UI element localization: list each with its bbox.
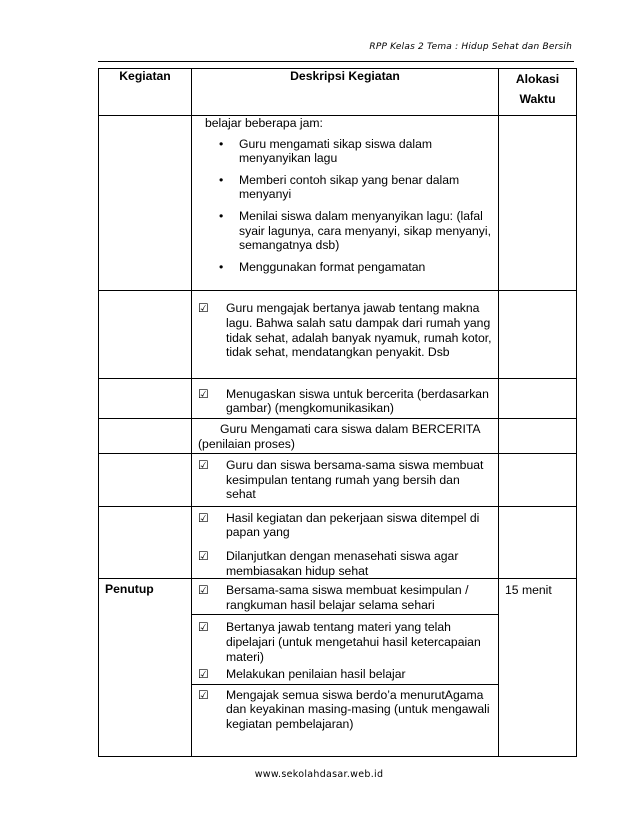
alokasi-penutup: 15 menit <box>499 579 577 756</box>
list-item: ☑ Bersama-sama siswa membuat kesimpulan / rangkuman hasil belajar selama sehari <box>198 583 469 612</box>
activity-table <box>98 68 577 757</box>
table-header-row <box>99 69 577 116</box>
bullet-icon: • <box>219 208 224 223</box>
alokasi-cell-empty <box>499 116 577 291</box>
list-item: ☑ Guru mengajak bertanya jawab tentang makna lagu. Bahwa salah satu dampak dari rumah yang tidak sehat, adalah banyak nyamuk, rumah kotor, tidak sehat, mendatangkan penyakit. Dsb <box>198 301 492 360</box>
checkbox-icon: ☑ <box>198 386 209 401</box>
checkbox-icon: ☑ <box>198 301 209 316</box>
list-item: ☑ Menugaskan siswa untuk bercerita (berdasarkan gambar) (mengkomunikasikan) <box>198 386 489 416</box>
table-row <box>99 418 577 453</box>
table-row <box>99 579 577 615</box>
checkbox-icon: ☑ <box>198 510 209 525</box>
bullet-icon: • <box>219 259 224 274</box>
document-header: RPP Kelas 2 Tema : Hidup Sehat dan Bersih <box>369 42 572 52</box>
col-header-deskripsi: Deskripsi Kegiatan <box>192 69 499 116</box>
header-rule <box>98 61 574 62</box>
list-item: • Menggunakan format pengamatan <box>219 259 426 274</box>
deskripsi-cell <box>192 116 499 291</box>
table-row <box>99 116 577 291</box>
col-header-alokasi: Alokasi Waktu <box>499 69 577 116</box>
table-row <box>99 506 577 578</box>
kegiatan-cell-empty <box>99 116 192 291</box>
list-item: ☑ Mengajak semua siswa berdo’a menurutAgama dan keyakinan masing-masing (untuk mengawali kegiatan pembelajaran) <box>198 687 490 731</box>
bullet-list <box>199 137 492 275</box>
checkbox-icon: ☑ <box>198 667 209 682</box>
checkbox-icon: ☑ <box>198 583 209 598</box>
observation-note: Guru Mengamati cara siswa dalam BERCERITA (penilaian proses) <box>198 421 480 451</box>
list-item: • Guru mengamati sikap siswa dalam menyanyikan lagu <box>219 136 433 166</box>
bullet-icon: • <box>219 136 224 151</box>
list-item: • Menilai siswa dalam menyanyikan lagu: (lafal syair lagunya, cara menyanyi, sikap menyanyi, semangatnya dsb) <box>219 208 491 253</box>
table-row <box>99 291 577 378</box>
table-row <box>99 378 577 418</box>
list-item: ☑ Dilanjutkan dengan menasehati siswa agar membiasakan hidup sehat <box>198 549 459 578</box>
list-item: • Memberi contoh sikap yang benar dalam menyanyi <box>219 172 460 202</box>
list-item: ☑ Hasil kegiatan dan pekerjaan siswa ditempel di papan yang <box>198 510 480 540</box>
list-item: ☑ Guru dan siswa bersama-sama siswa membuat kesimpulan tentang rumah yang bersih dan sehat <box>198 458 484 502</box>
checkbox-icon: ☑ <box>198 620 209 635</box>
list-item: ☑ Melakukan penilaian hasil belajar <box>198 667 406 682</box>
continued-intro: belajar beberapa jam: <box>205 116 323 130</box>
kegiatan-penutup: Penutup <box>99 579 192 756</box>
table-row <box>99 454 577 507</box>
bullet-icon: • <box>219 172 224 187</box>
list-item: ☑ Bertanya jawab tentang materi yang telah dipelajari (untuk mengetahui hasil ketercapaian materi) <box>198 620 481 664</box>
checkbox-icon: ☑ <box>198 549 209 564</box>
col-header-kegiatan: Kegiatan <box>99 69 192 116</box>
checkbox-icon: ☑ <box>198 458 209 473</box>
checkbox-icon: ☑ <box>198 687 209 702</box>
footer-url: www.sekolahdasar.web.id <box>254 769 384 780</box>
